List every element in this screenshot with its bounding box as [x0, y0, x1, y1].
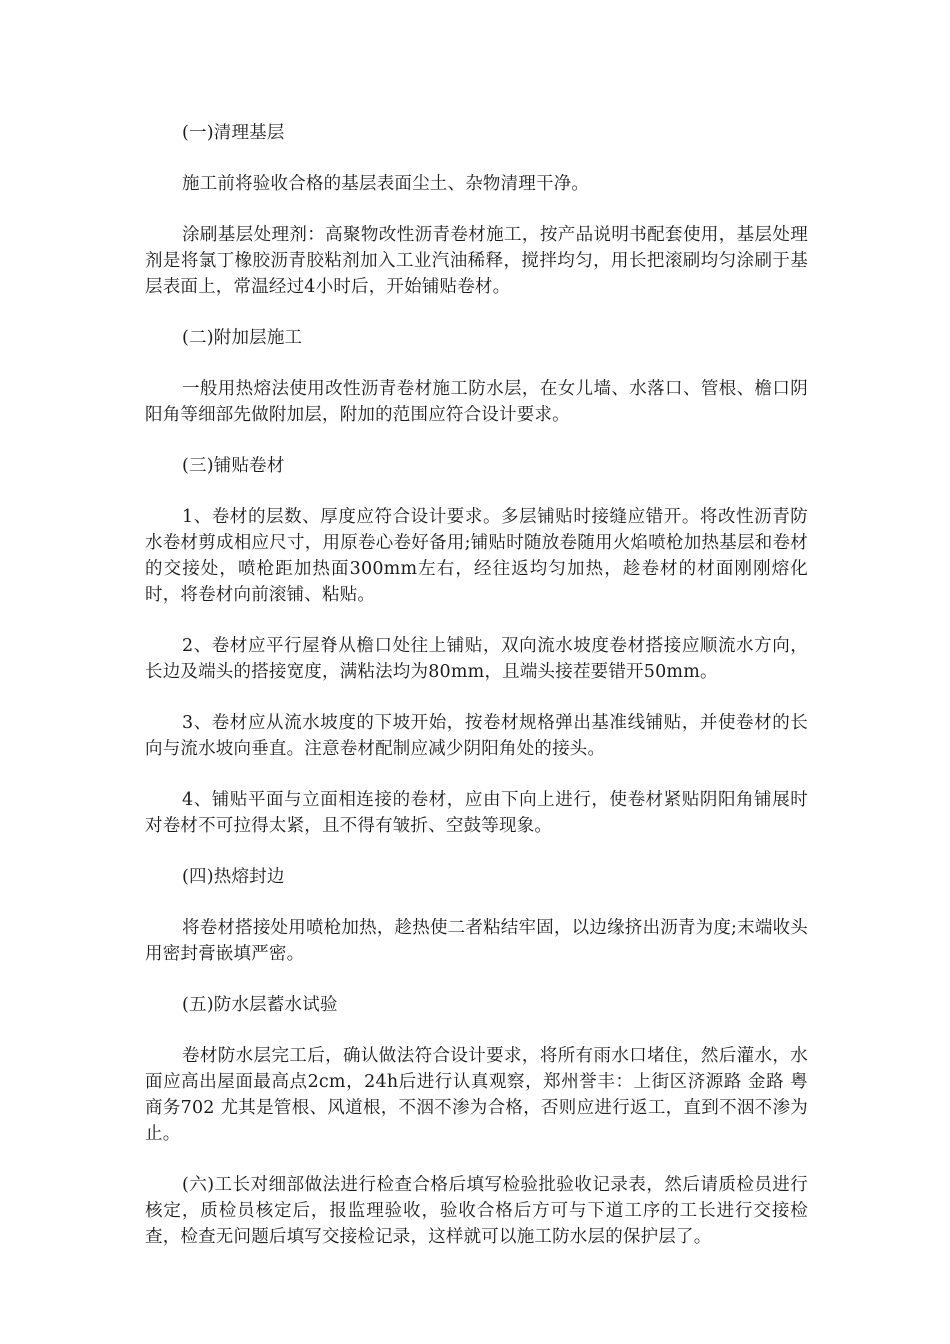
paragraph-step-2: 2、卷材应平行屋脊从檐口处往上铺贴，双向流水坡度卷材搭接应顺流水方向，长边及端头的搭接宽度，满粘法均为80mm，且端头接茬要错开50mm。	[145, 636, 808, 682]
paragraph-step-3: 3、卷材应从流水坡度的下坡开始，按卷材规格弹出基准线铺贴，并使卷材的长向与流水坡向垂直。注意卷材配制应减少阴阳角处的接头。	[145, 713, 808, 759]
paragraph-step-1: 1、卷材的层数、厚度应符合设计要求。多层铺贴时接缝应错开。将改性沥青防水卷材剪成相应尺寸，用原卷心卷好备用;铺贴时随放卷随用火焰喷枪加热基层和卷材的交接处，喷枪距加热面300mm左右，经往返均匀加热，趁卷材的材面刚刚熔化时，将卷材向前滚铺、粘贴。	[145, 507, 808, 605]
paragraph-cleanup: 施工前将验收合格的基层表面尘土、杂物清理干净。	[182, 174, 590, 194]
section-heading-5: (五)防水层蓄水试验	[182, 995, 338, 1015]
paragraph-inspection: (六)工长对细部做法进行检查合格后填写检验批验收记录表，然后请质检员进行核定，质检员核定后，报监理验收，验收合格后方可与下道工序的工长进行交接检查，检查无问题后填写交接检记录，这样就可以施工防水层的保护层了。	[145, 1175, 808, 1247]
section-heading-2: (二)附加层施工	[182, 328, 303, 348]
paragraph-primer: 涂刷基层处理剂：高聚物改性沥青卷材施工，按产品说明书配套使用，基层处理剂是将氯丁橡胶沥青胶粘剂加入工业汽油稀释，搅拌均匀，用长把滚刷均匀涂刷于基层表面上，常温经过4小时后，开始铺贴卷材。	[145, 225, 808, 297]
paragraph-edge-sealing: 将卷材搭接处用喷枪加热，趁热使二者粘结牢固，以边缘挤出沥青为度;末端收头用密封膏嵌填严密。	[145, 918, 808, 964]
section-heading-3: (三)铺贴卷材	[182, 456, 285, 476]
paragraph-additional-layer: 一般用热熔法使用改性沥青卷材施工防水层，在女儿墙、水落口、管根、檐口阴阳角等细部先做附加层，附加的范围应符合设计要求。	[145, 379, 808, 425]
paragraph-water-test: 卷材防水层完工后，确认做法符合设计要求，将所有雨水口堵住，然后灌水，水面应高出屋面最高点2cm，24h后进行认真观察，郑州誉丰：上街区济源路 金路 粤商务702 尤其是管根、风道根，不洇不渗为合格，否则应进行返工，直到不洇不渗为止。	[145, 1046, 808, 1144]
paragraph-step-4: 4、铺贴平面与立面相连接的卷材，应由下向上进行，使卷材紧贴阴阳角铺展时对卷材不可拉得太紧，且不得有皱折、空鼓等现象。	[145, 790, 808, 836]
section-heading-4: (四)热熔封边	[182, 867, 285, 887]
document-body	[145, 120, 808, 1275]
section-heading-1: (一)清理基层	[182, 123, 285, 143]
